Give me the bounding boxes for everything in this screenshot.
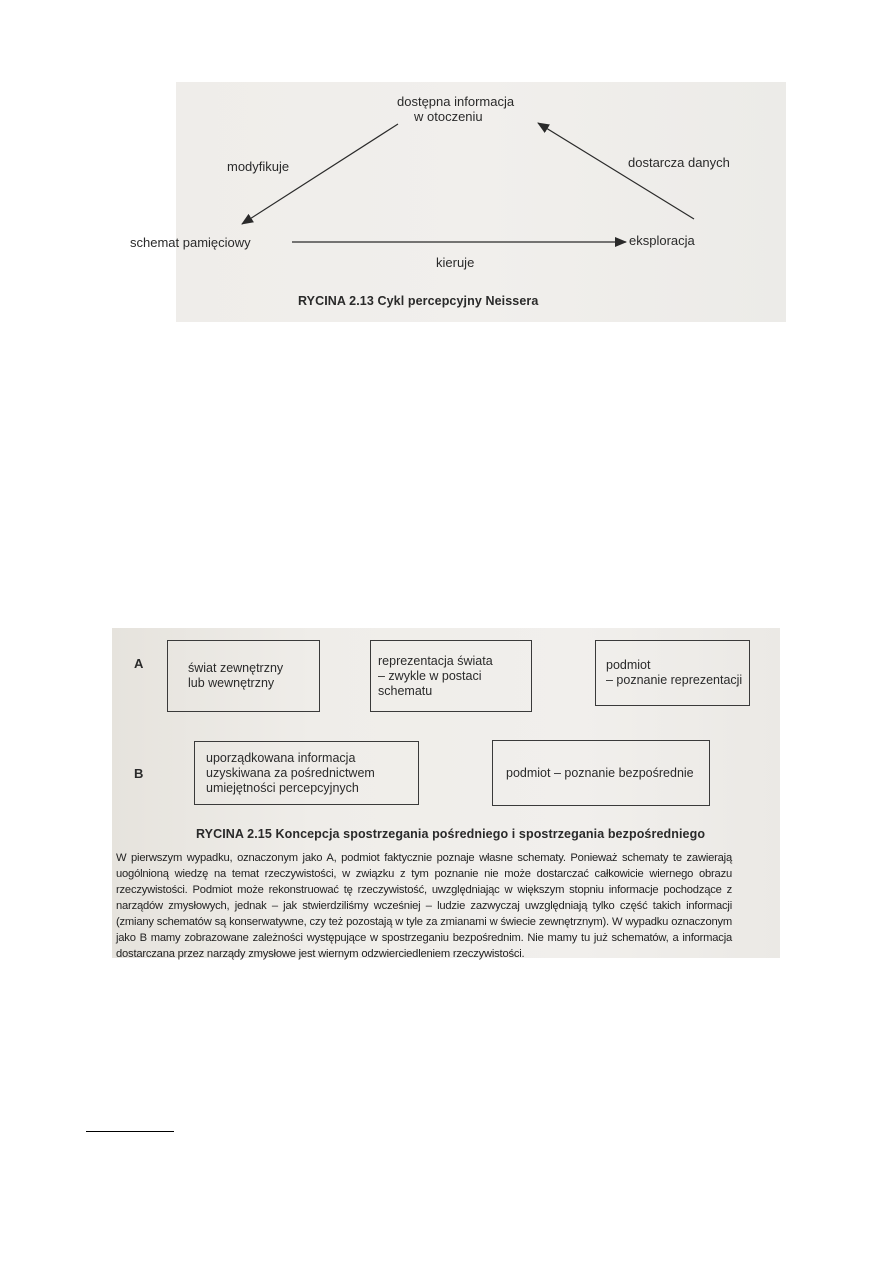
caption-figure-2-15: RYCINA 2.15 Koncepcja spostrzegania pośredniego i spostrzegania bezpośredniego <box>196 827 706 841</box>
arrow-provides-data <box>538 123 694 219</box>
box-ordered-line2: uzyskiwana za pośrednictwem <box>206 765 375 780</box>
node-available-info-line1: dostępna informacja <box>397 94 515 109</box>
box-representation-line1: reprezentacja świata <box>378 653 493 668</box>
arrow-modifies <box>242 124 398 224</box>
box-world-line2: lub wewnętrzny <box>188 676 275 690</box>
box-representation <box>370 640 532 712</box>
box-ordered-line1: uporządkowana informacja <box>206 750 356 765</box>
row-label-a: A <box>134 656 144 671</box>
box-world <box>167 640 320 712</box>
box-subject-direct <box>492 740 710 806</box>
node-available-info-line2: w otoczeniu <box>414 109 483 124</box>
footnote-separator <box>86 1131 174 1132</box>
row-label-b: B <box>134 766 144 781</box>
figure-description: W pierwszym wypadku, oznaczonym jako A, podmiot faktycznie poznaje własne schematy. Ponieważ schematy te zawierają uogólnioną wiedzę na temat rzeczywistości, w związku z tym poznanie nie może dostarczać całkowicie wiernego obrazu rzeczywistości. Podmiot może rekonstruować tę rzeczywistość, uwzględniając w większym stopniu informacje pochodzące z narządów zmysłowych, jednak – jak stwierdziliśmy wcześniej – ludzie zazwyczaj uwzględniają tylko część takich informacji (zmiany schematów są konserwatywne, czy też pozostają w tyle za zmianami w świecie zewnętrznym). W wypadku oznaczonym jako B mamy zobrazowane zależności występujące w spostrzeganiu bezpośrednim. Nie mamy tu już schematów, a informacja dostarczana przez narządy zmysłowe jest wiernym odzwierciedleniem rzeczywistości. <box>116 852 732 960</box>
node-exploration: eksploracja <box>629 233 695 248</box>
caption-figure-2-13: RYCINA 2.13 Cykl percepcyjny Neissera <box>298 294 539 308</box>
box-subject-b-line1: podmiot – poznanie bezpośrednie <box>506 765 694 780</box>
box-subject-representation <box>595 640 750 706</box>
box-ordered-line3: umiejętności percepcyjnych <box>206 780 359 795</box>
box-subject-a-line1: podmiot <box>606 658 651 672</box>
edge-label-directs: kieruje <box>436 255 475 270</box>
box-world-line1: świat zewnętrzny <box>188 661 284 675</box>
box-ordered-information <box>194 741 419 805</box>
node-memory-schema: schemat pamięciowy <box>130 235 251 250</box>
edge-label-modifies: modyfikuje <box>227 159 290 174</box>
box-representation-line3: schematu <box>378 683 433 698</box>
box-representation-line2: – zwykle w postaci <box>378 668 482 683</box>
edge-label-provides: dostarcza danych <box>628 155 730 170</box>
box-subject-a-line2: – poznanie reprezentacji <box>606 673 743 687</box>
